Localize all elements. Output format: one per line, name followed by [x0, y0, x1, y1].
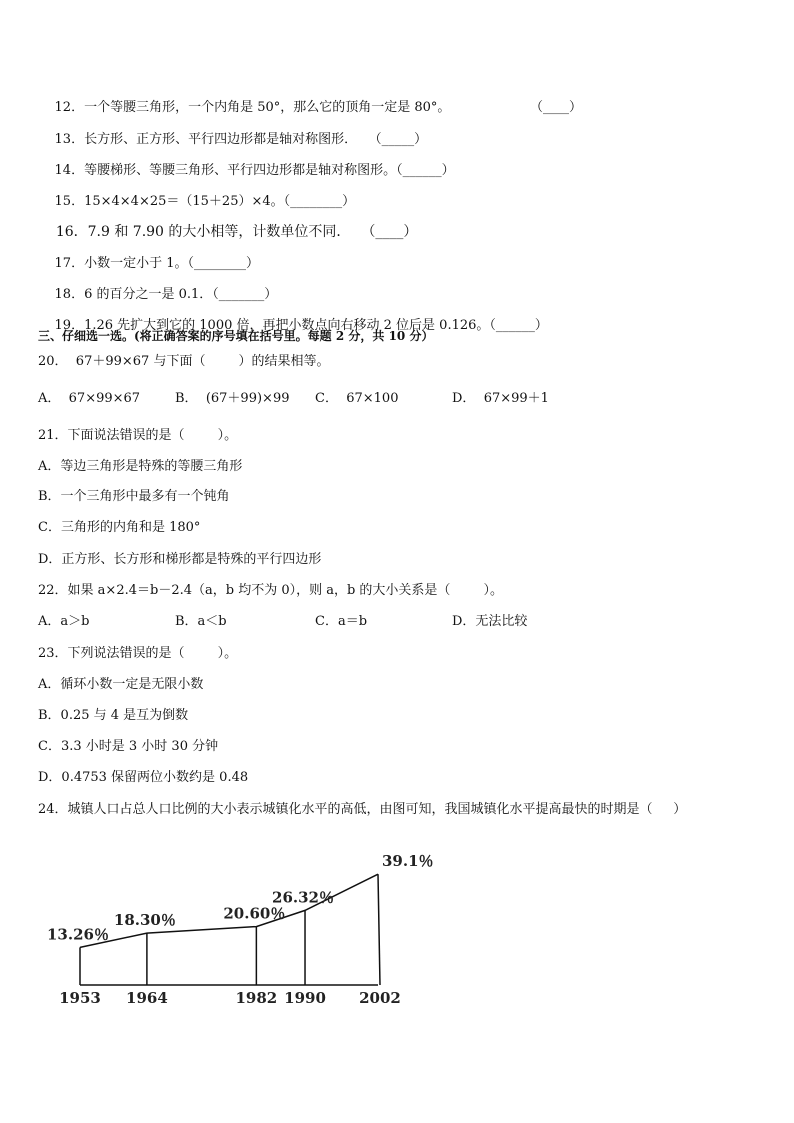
chart-data-label: 13.26％: [47, 925, 109, 944]
q20-option-d[interactable]: D． 67×99＋1: [452, 391, 549, 406]
question-text: 12．一个等腰三角形，一个内角是 50°，那么它的顶角一定是 80°。: [54, 100, 451, 115]
q22-option-c[interactable]: C．a＝b: [315, 614, 368, 629]
q21-option-d[interactable]: D．正方形、长方形和梯形都是特殊的平行四边形: [38, 552, 322, 567]
question-text: 18．6 的百分之一是 0.1．: [54, 287, 213, 302]
answer-blank[interactable]: （________）: [187, 256, 259, 271]
q22-option-a[interactable]: A．a＞b: [38, 614, 90, 629]
question-text: 15．15×4×4×25＝（15＋25）×4。: [54, 194, 284, 209]
q23-option-b[interactable]: B．0.25 与 4 是互为倒数: [38, 708, 189, 723]
chart-data-label: 39.1％: [382, 852, 434, 871]
q21-option-b[interactable]: B．一个三角形中最多有一个钝角: [38, 489, 230, 504]
chart-x-tick-label: 2002: [359, 989, 401, 1007]
answer-blank[interactable]: （____）: [368, 224, 418, 240]
chart-x-tick-label: 1964: [126, 989, 168, 1007]
answer-blank[interactable]: （______）: [396, 163, 455, 178]
chart-x-tick-label: 1982: [235, 989, 278, 1007]
question-21-stem: 21．下面说法错误的是（ ）。: [38, 428, 238, 443]
answer-blank[interactable]: （______）: [489, 318, 548, 333]
question-24-stem: 24．城镇人口占总人口比例的大小表示城镇化水平的高低，由图可知，我国城镇化水平提高最快的时期是（ ）: [38, 802, 687, 817]
question-text: 19．1.26 先扩大到它的 1000 倍，再把小数点向右移动 2 位后是 0.126。: [54, 318, 490, 333]
question-text: 14．等腰梯形、等腰三角形、平行四边形都是轴对称图形。: [54, 163, 397, 178]
q23-option-c[interactable]: C．3.3 小时是 3 小时 30 分钟: [38, 739, 219, 754]
q21-option-a[interactable]: A．等边三角形是特殊的等腰三角形: [38, 459, 243, 474]
question-22-stem: 22．如果 a×2.4＝b－2.4（a，b 均不为 0），则 a，b 的大小关系是（ ）。: [38, 583, 503, 598]
chart-data-label: 20.60％: [223, 904, 286, 923]
answer-blank[interactable]: （_______）: [212, 287, 278, 302]
q22-option-d[interactable]: D．无法比较: [452, 614, 528, 629]
question-text: 16．7.9 和 7.90 的大小相等，计数单位不同．: [55, 224, 351, 240]
section-heading: 三、仔细选一选。(将正确答案的序号填在括号里。每题 2 分，共 10 分）: [38, 329, 434, 343]
question-text: 17．小数一定小于 1。: [54, 256, 188, 271]
chart-data-label: 26.32％: [272, 888, 335, 907]
q20-option-a[interactable]: A． 67×99×67: [38, 391, 141, 406]
q22-option-b[interactable]: B．a＜b: [175, 614, 227, 629]
q23-option-d[interactable]: D．0.4753 保留两位小数约是 0.48: [38, 770, 249, 785]
urbanization-chart: [38, 840, 458, 1025]
chart-x-tick-label: 1953: [59, 989, 101, 1007]
answer-blank[interactable]: （_____）: [375, 132, 428, 147]
chart-data-label: 18.30％: [113, 911, 176, 930]
question-23-stem: 23．下列说法错误的是（ ）。: [38, 646, 238, 661]
chart-x-tick-label: 1990: [284, 989, 326, 1007]
q21-option-c[interactable]: C．三角形的内角和是 180°: [38, 520, 201, 535]
question-text: 13．长方形、正方形、平行四边形都是轴对称图形．: [54, 132, 358, 147]
q20-option-b[interactable]: B． (67＋99)×99: [175, 391, 290, 406]
question-20-stem: 20． 67＋99×67 与下面（ ）的结果相等。: [38, 354, 330, 369]
answer-blank[interactable]: （________）: [283, 194, 356, 209]
answer-blank[interactable]: （____）: [530, 100, 583, 115]
q20-option-c[interactable]: C． 67×100: [315, 391, 399, 406]
q23-option-a[interactable]: A．循环小数一定是无限小数: [38, 677, 204, 692]
chart-vertical-2002: [378, 874, 380, 985]
